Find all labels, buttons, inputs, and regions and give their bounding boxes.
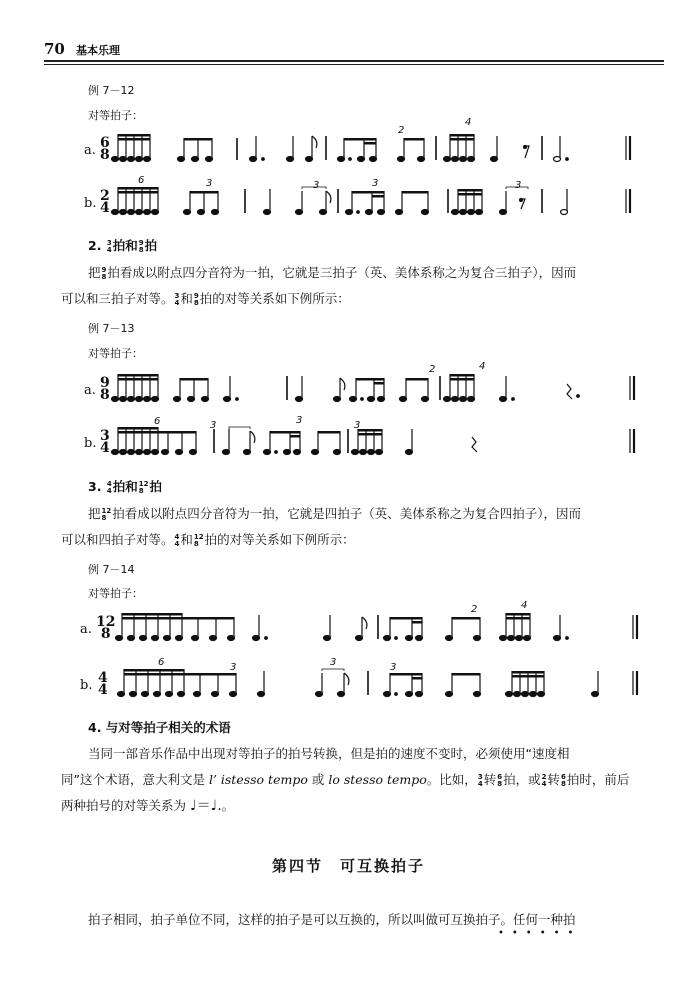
rhythm-staff-7-14-a (112, 611, 652, 643)
tuplet-number: 3 (390, 662, 397, 673)
frac-top: 6 (497, 772, 503, 781)
ts-numerator: 2 (100, 188, 110, 204)
header-rule-thick (44, 60, 664, 62)
tuplet-number: 4 (521, 600, 528, 611)
text: 。 (221, 798, 235, 813)
subheading-text: 拍和 (112, 479, 138, 494)
rhythm-notation (112, 185, 652, 217)
italian-term: l’ istesso tempo (208, 772, 308, 787)
frac-bottom: 4 (106, 486, 112, 495)
paragraph-line (61, 286, 350, 312)
text: 拍的对等关系如下例所示： (199, 291, 350, 306)
frac-top: 9 (138, 238, 144, 247)
tuplet-number: 3 (330, 657, 337, 668)
paragraph-line (88, 501, 581, 527)
text: 和 (180, 532, 193, 547)
rhythm-staff-7-13-b (112, 425, 652, 457)
time-fraction (194, 534, 204, 548)
paragraph-line (61, 527, 355, 553)
text: 转 (547, 772, 560, 787)
frac-top: 3 (106, 238, 112, 247)
ts-numerator: 9 (100, 375, 110, 391)
text: 。比如， (426, 772, 477, 787)
example-label-7-12: 例 7－12 (88, 84, 135, 97)
time-fraction (107, 481, 112, 495)
time-fraction (561, 774, 566, 788)
frac-top: 9 (193, 291, 199, 300)
frac-top: 3 (174, 291, 180, 300)
ts-denominator: 8 (100, 626, 111, 642)
frac-top: 6 (560, 772, 566, 781)
time-fraction (497, 774, 502, 788)
time-signature (100, 190, 110, 214)
row-letter: b. (84, 436, 97, 451)
paragraph-line (88, 260, 576, 286)
page-header (44, 40, 664, 62)
row-letter: a. (84, 383, 96, 398)
ts-numerator: 3 (100, 428, 110, 444)
frac-bottom: 8 (101, 272, 107, 281)
tuplet-number: 3 (206, 178, 213, 189)
frac-top: 4 (106, 479, 112, 488)
paragraph-line (61, 767, 629, 793)
time-fraction (139, 240, 144, 254)
ts-denominator: 4 (98, 682, 108, 698)
subheading-text: 拍 (144, 238, 158, 253)
ts-numerator: 12 (96, 614, 116, 630)
time-fraction (102, 267, 107, 281)
row-letter: a. (84, 143, 96, 158)
subheading-3 (88, 477, 162, 495)
frac-top: 12 (101, 506, 112, 515)
tuplet-number: 6 (158, 657, 165, 668)
subheading-text: 拍 (149, 479, 162, 494)
tuplet-number: 3 (296, 415, 303, 426)
time-fraction (107, 240, 112, 254)
row-letter: a. (80, 622, 92, 637)
text: 拍看成以附点四分音符为一拍，它就是三拍子（英、美体系称之为复合三拍子），因而 (107, 265, 577, 280)
frac-bottom: 4 (174, 298, 180, 307)
subheading-4: 4. 与对等拍子相关的术语 (88, 720, 231, 735)
subheading-2 (88, 236, 157, 254)
example-label-7-13: 例 7－13 (88, 322, 135, 335)
tuplet-number: 6 (138, 175, 145, 186)
row-letter: b. (80, 678, 93, 693)
tuplet-number: 3 (230, 662, 237, 673)
text: 把 (88, 265, 101, 280)
frac-bottom: 8 (193, 539, 199, 548)
tuplet-number: 3 (372, 178, 379, 189)
text: 拍看成以附点四分音符为一拍，它就是四拍子（英、美体系称之为复合四拍子），因而 (112, 506, 582, 521)
frac-bottom: 8 (138, 245, 144, 254)
tuplet-number: 4 (479, 361, 486, 372)
ts-numerator: 6 (100, 135, 110, 151)
frac-top: 2 (541, 772, 547, 781)
time-fraction (478, 774, 483, 788)
tuplet-number: 2 (471, 604, 478, 615)
frac-bottom: 8 (101, 513, 107, 522)
rhythm-staff-7-14-b (112, 667, 652, 699)
frac-bottom: 4 (106, 245, 112, 254)
text: 拍的对等关系如下例所示： (204, 532, 355, 547)
header-rule-thin (44, 64, 664, 65)
ts-denominator: 4 (100, 200, 110, 216)
time-signature (100, 377, 110, 401)
example-caption-7-12: 对等拍子： (88, 109, 143, 122)
subheading-number: 3. (88, 479, 102, 494)
time-fraction (139, 481, 149, 495)
tuplet-number: 2 (429, 364, 436, 375)
frac-bottom: 8 (497, 779, 503, 788)
frac-top: 4 (174, 532, 180, 541)
text: 两种拍号的对等关系为 (61, 798, 187, 813)
time-signature (100, 137, 110, 161)
rhythm-staff-7-13-a (112, 372, 652, 404)
ts-denominator: 8 (100, 147, 110, 163)
paragraph-line: 拍子相同，拍子单位不同，这样的拍子是可以互换的，所以叫做可互换拍子。任何一种拍 (88, 912, 576, 927)
tuplet-number: 4 (465, 117, 472, 128)
row-letter: b. (84, 196, 97, 211)
example-label-7-14: 例 7－14 (88, 563, 135, 576)
example-caption-7-13: 对等拍子： (88, 347, 143, 360)
text: 或 (307, 772, 329, 787)
text: 把 (88, 506, 101, 521)
rhythm-notation (112, 611, 652, 643)
tuplet-number: 2 (398, 125, 405, 136)
paragraph-line: 当同一部音乐作品中出现对等拍子的拍号转换，但是拍的速度不变时，必须使用“速度相 (88, 746, 570, 761)
note-equality: ♩＝♩. (190, 798, 222, 814)
text: 可以和四拍子对等。 (61, 532, 174, 547)
rhythm-notation (112, 667, 652, 699)
frac-top: 3 (477, 772, 483, 781)
text: 拍，或 (503, 772, 541, 787)
subheading-number: 2. (88, 238, 102, 253)
page-number: 70 (44, 40, 65, 58)
frac-top: 12 (193, 532, 204, 541)
text: 可以和三拍子对等。 (61, 291, 174, 306)
time-fraction (175, 293, 180, 307)
frac-bottom: 8 (560, 779, 566, 788)
frac-top: 9 (101, 265, 107, 274)
tuplet-number: 3 (515, 180, 522, 191)
italian-term: lo stesso tempo (328, 772, 427, 787)
frac-bottom: 8 (193, 298, 199, 307)
frac-bottom: 8 (138, 486, 144, 495)
time-fraction (175, 534, 180, 548)
ts-denominator: 4 (100, 440, 110, 456)
rhythm-staff-7-12-b (112, 185, 652, 217)
rhythm-notation (112, 425, 652, 457)
ts-numerator: 4 (98, 670, 108, 686)
tuplet-number: 6 (154, 416, 161, 427)
section-title: 第四节 可互换拍子 (272, 857, 426, 875)
frac-bottom: 4 (541, 779, 547, 788)
text: 转 (483, 772, 497, 787)
running-title: 基本乐理 (76, 44, 120, 57)
time-fraction (102, 508, 112, 522)
paragraph-line (61, 793, 234, 819)
rhythm-staff-7-12-a (112, 132, 652, 164)
emphasis-dots: •••••• (498, 928, 582, 939)
time-fraction (194, 293, 199, 307)
tuplet-number: 3 (313, 180, 320, 191)
time-signature (100, 430, 110, 454)
tuplet-number: 3 (354, 420, 361, 431)
time-fraction (542, 774, 547, 788)
frac-bottom: 4 (174, 539, 180, 548)
ts-denominator: 8 (100, 387, 110, 403)
frac-bottom: 4 (477, 779, 483, 788)
tuplet-number: 3 (210, 420, 217, 431)
example-caption-7-14: 对等拍子： (88, 587, 143, 600)
rhythm-notation (112, 132, 652, 164)
rhythm-notation (112, 372, 652, 404)
frac-top: 12 (138, 479, 149, 488)
subheading-text: 拍和 (112, 238, 138, 253)
text: 拍时，前后 (566, 772, 630, 787)
time-signature (98, 672, 108, 696)
text: 和 (180, 291, 193, 306)
text: 同”这个术语，意大利文是 (61, 772, 209, 787)
